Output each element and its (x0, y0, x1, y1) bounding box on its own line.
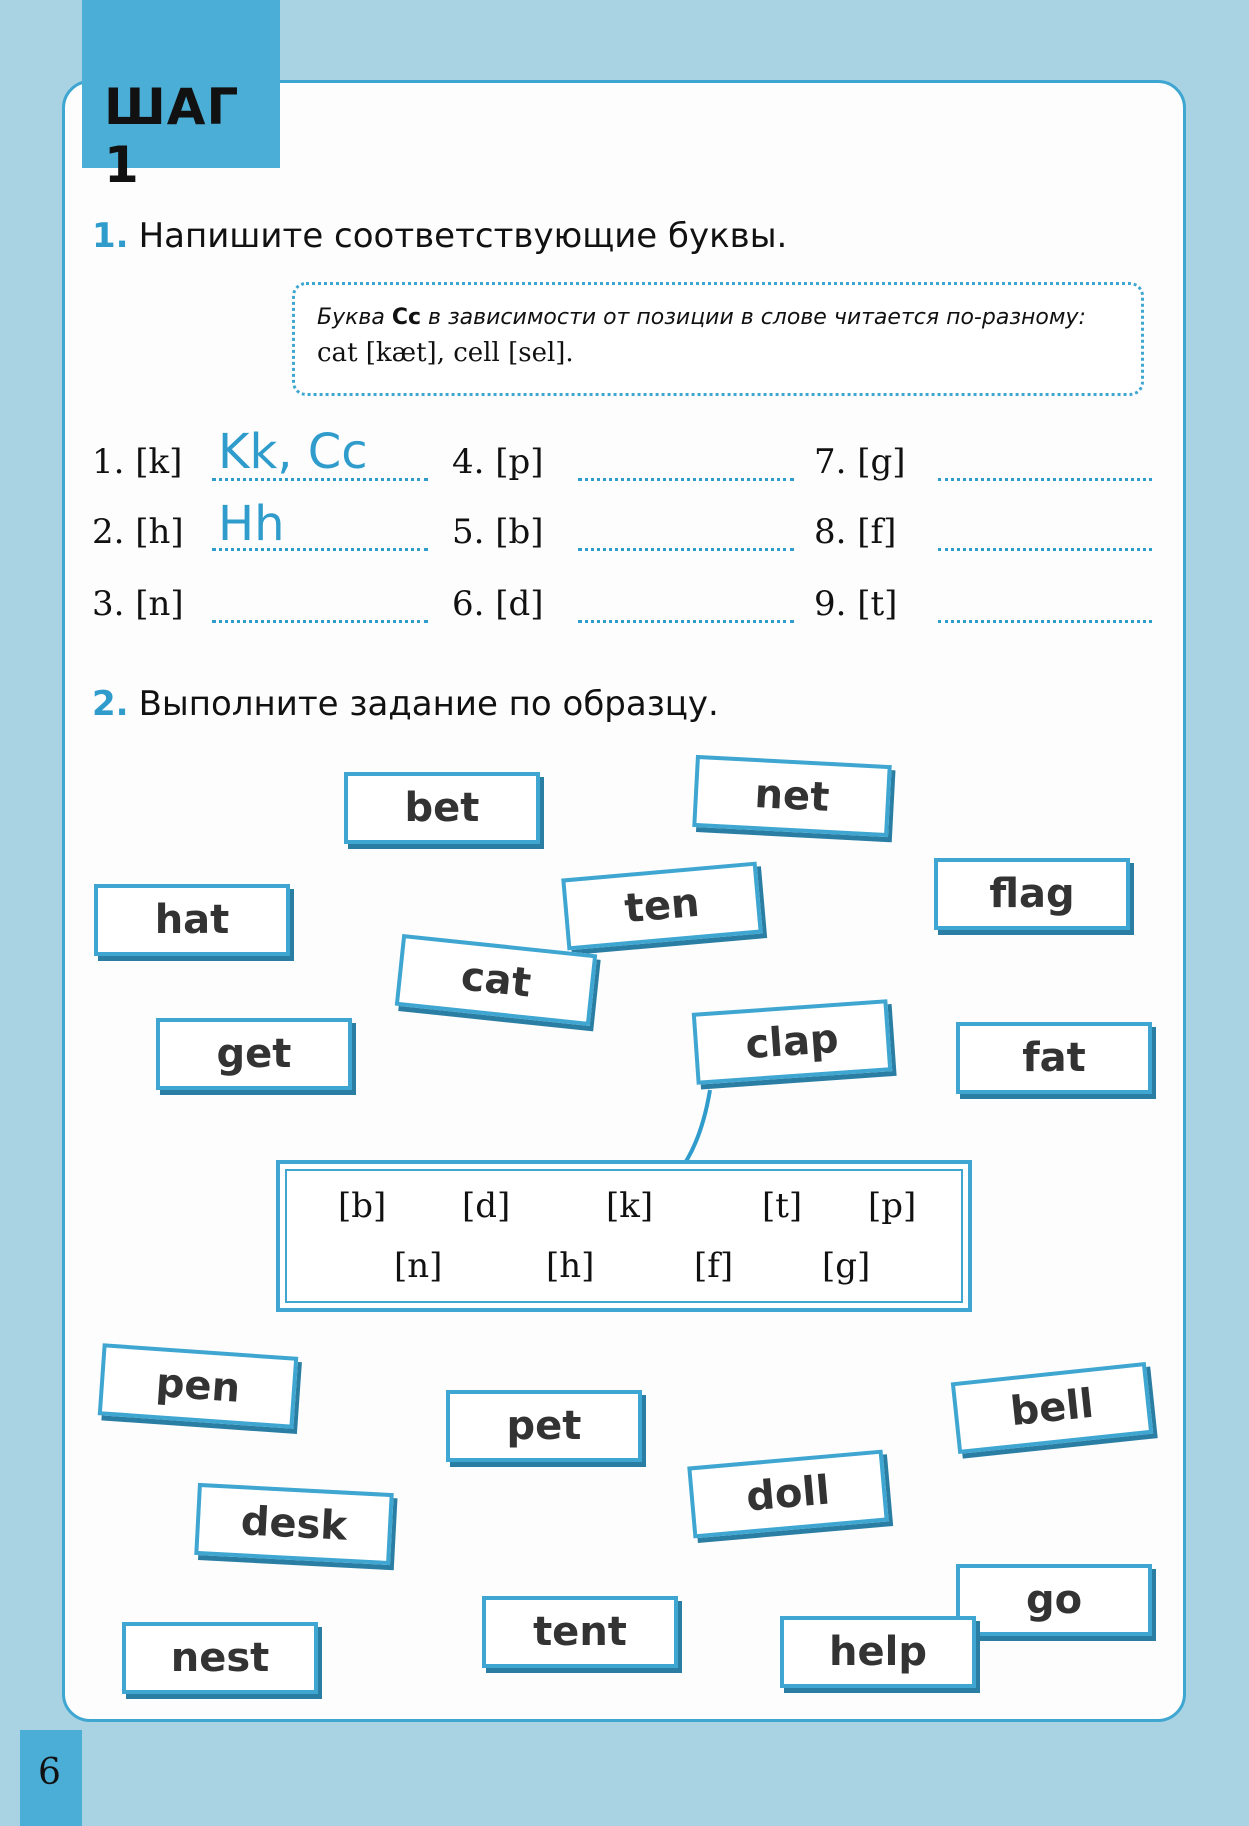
word-card-go[interactable]: go (956, 1564, 1152, 1636)
item-label: 4. [p] (452, 442, 544, 482)
word-card-desk[interactable]: desk (194, 1483, 393, 1565)
answer-line[interactable] (578, 478, 794, 481)
page-number-tab (20, 1730, 82, 1826)
word-card-flag[interactable]: flag (934, 858, 1130, 930)
item-label: 2. [h] (92, 512, 184, 552)
word-card-net[interactable]: net (692, 755, 891, 837)
note-letter: Cc (391, 305, 422, 330)
answer-line[interactable] (212, 620, 428, 623)
sound-f[interactable]: [f] (694, 1246, 734, 1286)
word-card-fat[interactable]: fat (956, 1022, 1152, 1094)
word-card-bet[interactable]: bet (344, 772, 540, 844)
word-card-clap[interactable]: clap (692, 999, 893, 1084)
step-tab (82, 0, 280, 194)
task1-heading (92, 216, 787, 256)
answer-text: Hh (218, 496, 285, 552)
task1-text: Напишите соответствующие буквы. (138, 216, 788, 256)
sound-d[interactable]: [d] (462, 1186, 511, 1226)
item-label: 6. [d] (452, 584, 544, 624)
task2-number: 2. (92, 684, 129, 724)
note-text (317, 305, 1119, 330)
word-card-bell[interactable]: bell (951, 1362, 1153, 1454)
item-label: 9. [t] (814, 584, 898, 624)
task2-text: Выполните задание по образцу. (138, 684, 719, 724)
word-card-tent[interactable]: tent (482, 1596, 678, 1668)
step-title: ШАГ 1 (104, 78, 240, 194)
answer-line[interactable] (578, 620, 794, 623)
note-rest: в зависимости от позиции в слове читается по-разному: (421, 305, 1086, 330)
word-card-get[interactable]: get (156, 1018, 352, 1090)
sound-b[interactable]: [b] (338, 1186, 387, 1226)
sound-t[interactable]: [t] (762, 1186, 803, 1226)
answer-line[interactable] (938, 478, 1152, 481)
word-card-pet[interactable]: pet (446, 1390, 642, 1462)
sounds-box (276, 1160, 972, 1312)
item-label: 1. [k] (92, 442, 183, 482)
item-label: 8. [f] (814, 512, 897, 552)
note-prefix: Буква (317, 305, 392, 330)
word-card-pen[interactable]: pen (98, 1343, 299, 1428)
word-card-nest[interactable]: nest (122, 1622, 318, 1694)
word-card-doll[interactable]: doll (687, 1450, 889, 1539)
word-card-cat[interactable]: cat (395, 934, 597, 1026)
answer-line[interactable] (938, 620, 1152, 623)
rule-note (292, 282, 1144, 396)
sound-g[interactable]: [g] (822, 1246, 871, 1286)
word-card-help[interactable]: help (780, 1616, 976, 1688)
word-card-ten[interactable]: ten (561, 862, 763, 951)
note-examples: cat [kæt], cell [sel]. (317, 338, 574, 368)
answer-line[interactable] (938, 548, 1152, 551)
sound-h[interactable]: [h] (546, 1246, 595, 1286)
sound-n[interactable]: [n] (394, 1246, 443, 1286)
word-card-hat[interactable]: hat (94, 884, 290, 956)
item-label: 7. [g] (814, 442, 906, 482)
item-label: 5. [b] (452, 512, 544, 552)
sound-p[interactable]: [p] (868, 1186, 917, 1226)
page-number: 6 (38, 1752, 61, 1793)
task2-heading (92, 684, 719, 724)
item-label: 3. [n] (92, 584, 184, 624)
task1-number: 1. (92, 216, 129, 256)
sound-k[interactable]: [k] (606, 1186, 654, 1226)
answer-line[interactable] (578, 548, 794, 551)
answer-text: Kk, Cc (218, 424, 368, 480)
